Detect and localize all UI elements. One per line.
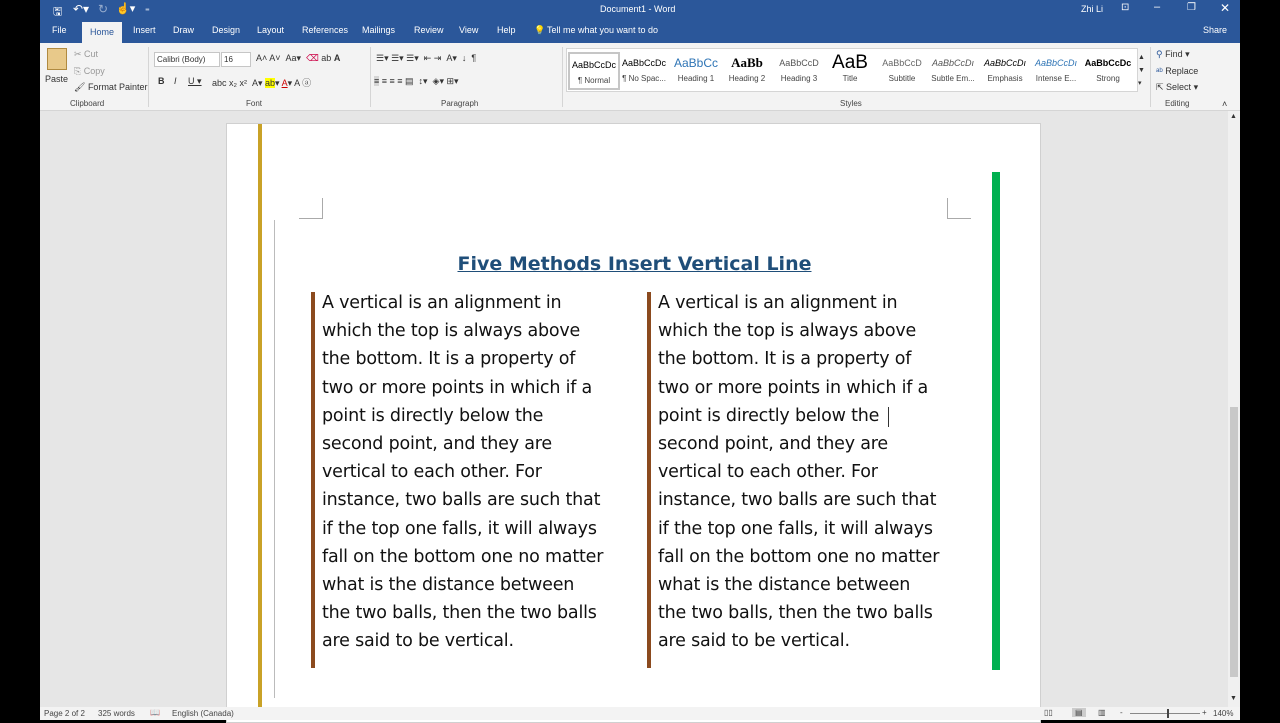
style-preview: AaBbCcDı [931, 58, 975, 68]
brown-column-line [647, 292, 651, 668]
style-name: Title [842, 74, 858, 83]
style-preview: AaBbCc [673, 56, 719, 70]
close-icon[interactable]: ✕ [1220, 1, 1231, 15]
document-title: Five Methods Insert Vertical Line [457, 253, 812, 275]
font-size-buttons[interactable]: A˄ A˅ Aa▾ ⌫ ab A [256, 53, 341, 63]
document-area [40, 111, 1228, 707]
user-name[interactable]: Zhi Li [1081, 4, 1104, 14]
text-line: fall on the bottom one no matter [322, 546, 604, 567]
styles-group-label: Styles [840, 99, 862, 108]
text-line: two or more points in which if a [658, 377, 929, 398]
style-heading-3[interactable] [773, 52, 825, 90]
style-name: ¶ No Spac... [622, 74, 666, 83]
tell-me-input[interactable]: Tell me what you want to do [547, 25, 659, 35]
style-preview: AaBbCcDı [1034, 58, 1078, 68]
zoom-in-button[interactable]: + [1202, 708, 1207, 717]
style-no-spacing[interactable] [618, 52, 670, 90]
style-preview: AaBbCcD [882, 58, 922, 68]
style-preview: AaBbCcDc [621, 58, 666, 68]
paragraph-group-label: Paragraph [441, 99, 479, 108]
style-subtle-emphasis[interactable] [927, 52, 979, 90]
page[interactable] [226, 123, 1041, 723]
select-button[interactable]: ⇱ Select ▾ [1156, 82, 1199, 92]
text-line: the bottom. It is a property of [658, 349, 912, 370]
status-bar [40, 707, 1240, 720]
style-name: Heading 2 [728, 74, 766, 83]
scroll-thumb[interactable] [1230, 407, 1238, 677]
touch-mode-icon[interactable]: ☝▾ [116, 3, 136, 15]
style-strong[interactable] [1082, 52, 1134, 90]
tab-layout[interactable]: Layout [257, 25, 285, 35]
crop-mark [299, 198, 323, 219]
style-preview: AaBbCcDc [571, 60, 616, 70]
style-subtitle[interactable] [876, 52, 928, 90]
format-painter-button[interactable]: 🖌 Format Painter [74, 82, 148, 92]
text-line: fall on the bottom one no matter [658, 546, 940, 567]
font-size-select[interactable]: 16 [221, 52, 251, 67]
text-line: if the top one falls, it will always [658, 518, 933, 539]
find-button[interactable]: ⚲ Find ▾ [1156, 49, 1190, 59]
customize-qat-icon[interactable]: ₌ [145, 3, 150, 13]
replace-button[interactable]: ᵃᵇ Replace [1156, 66, 1199, 76]
tab-references[interactable]: References [302, 25, 349, 35]
tab-file[interactable]: File [52, 25, 67, 35]
divider [370, 47, 371, 107]
paste-icon[interactable] [47, 48, 67, 70]
text-line: second point, and they are [658, 434, 888, 454]
save-icon[interactable]: 🖫 [53, 6, 63, 18]
replace-label: Replace [1165, 66, 1199, 76]
redo-icon[interactable]: ↻ [98, 2, 109, 16]
brown-column-line [311, 292, 315, 668]
share-button[interactable]: Share [1203, 25, 1228, 35]
style-name: Subtle Em... [931, 74, 975, 83]
tab-help[interactable]: Help [497, 25, 516, 35]
ribbon-display-icon[interactable]: ⊡ [1121, 2, 1130, 13]
style-name: Heading 3 [780, 74, 818, 83]
text-line: second point, and they are [322, 434, 552, 454]
text-line: are said to be vertical. [322, 631, 514, 652]
text-line: instance, two balls are such that [658, 490, 937, 511]
text-line: if the top one falls, it will always [322, 518, 597, 539]
copy-label: Copy [83, 66, 105, 76]
format-painter-label: Format Painter [87, 82, 148, 92]
zoom-slider[interactable] [1130, 713, 1200, 714]
word-window [40, 0, 1240, 720]
text-line: point is directly below the [658, 405, 880, 426]
language[interactable]: English (Canada) [172, 709, 234, 718]
text-line: what is the distance between [658, 575, 911, 595]
style-heading-1[interactable] [670, 52, 722, 90]
list-buttons[interactable]: ☰▾ ☰▾ ☰▾ ⇤ ⇥ A▾ ↓ ¶ [376, 53, 477, 63]
style-name: Intense E... [1035, 74, 1077, 83]
italic-button[interactable]: I [174, 76, 177, 86]
underline-button[interactable]: U ▾ [188, 76, 202, 86]
tab-view[interactable]: View [459, 25, 479, 35]
style-preview: AaBbCcD [779, 58, 819, 68]
gold-vertical-line [258, 124, 262, 707]
page-count[interactable]: Page 2 of 2 [44, 709, 85, 718]
text-line: A vertical is an alignment in [658, 293, 898, 313]
restore-icon[interactable]: ❐ [1187, 2, 1196, 13]
window-title: Document1 - Word [600, 4, 676, 14]
print-layout-icon[interactable]: ▤ [1072, 708, 1086, 717]
green-vertical-line [992, 172, 1000, 670]
scroll-down-icon[interactable]: ▼ [1230, 695, 1237, 702]
text-line: what is the distance between [322, 575, 575, 595]
tab-mailings[interactable]: Mailings [362, 25, 396, 35]
margin-line [274, 220, 275, 698]
scroll-up-icon[interactable]: ▲ [1230, 113, 1237, 120]
style-preview: AaB [832, 52, 868, 73]
lightbulb-icon: 💡 [534, 25, 546, 35]
style-heading-2[interactable] [721, 52, 773, 90]
ribbon-tabs [40, 20, 1240, 43]
text-line: two or more points in which if a [322, 377, 593, 398]
cut-button[interactable]: ✂ Cut [74, 49, 99, 59]
divider [562, 47, 563, 107]
style-emphasis[interactable] [979, 52, 1031, 90]
font-name-select[interactable]: Calibri (Body) [154, 52, 220, 67]
style-name: Strong [1096, 74, 1120, 83]
style-title[interactable] [824, 52, 876, 90]
style-preview: AaBbCcDı [983, 58, 1027, 68]
word-count[interactable]: 325 words [98, 709, 135, 718]
tab-review[interactable]: Review [414, 25, 444, 35]
text-line: A vertical is an alignment in [322, 293, 562, 313]
ribbon [40, 43, 1240, 111]
title-bar [40, 0, 1240, 20]
style-name: Heading 1 [677, 74, 715, 83]
find-label: Find [1165, 49, 1183, 59]
text-line: vertical to each other. For [658, 462, 878, 483]
select-label: Select [1166, 82, 1192, 92]
zoom-out-button[interactable]: - [1120, 708, 1123, 717]
cut-label: Cut [84, 49, 99, 59]
editing-group-label: Editing [1165, 99, 1190, 108]
text-line: instance, two balls are such that [322, 490, 601, 511]
web-layout-icon[interactable]: ▥ [1098, 708, 1106, 717]
text-line: the two balls, then the two balls [322, 603, 597, 624]
copy-button[interactable]: ⎘ Copy [74, 66, 105, 76]
text-line: point is directly below the [322, 405, 544, 426]
text-line: which the top is always above [322, 321, 581, 342]
text-line: the bottom. It is a property of [322, 349, 576, 370]
crop-mark [947, 198, 971, 219]
style-intense-emphasis[interactable] [1030, 52, 1082, 90]
style-name: Emphasis [987, 74, 1023, 83]
style-name: Subtitle [888, 74, 916, 83]
font-group-label: Font [246, 99, 263, 108]
read-mode-icon[interactable]: ▯▯ [1044, 708, 1053, 717]
tab-insert[interactable]: Insert [133, 25, 156, 35]
bold-button[interactable]: B [158, 76, 165, 86]
clipboard-group-label: Clipboard [70, 99, 105, 108]
text-line: vertical to each other. For [322, 462, 542, 483]
styles-scroll-icon[interactable]: ▲ ▼ ▾ [1138, 54, 1145, 87]
tab-draw[interactable]: Draw [173, 25, 195, 35]
tab-design[interactable]: Design [212, 25, 241, 35]
undo-icon[interactable]: ↶▾ [73, 2, 90, 16]
vertical-scrollbar[interactable] [1228, 111, 1240, 707]
paste-button[interactable]: Paste [45, 74, 69, 84]
style-preview: AaBb [731, 55, 763, 70]
minimize-icon[interactable]: – [1154, 1, 1161, 13]
divider [148, 47, 149, 107]
text-line: the two balls, then the two balls [658, 603, 933, 624]
align-buttons[interactable]: ≡ ≡ ≡ ≡ ▤ ↕▾ ◈▾ ⊞▾ [374, 76, 459, 86]
style-preview: AaBbCcDc [1084, 58, 1132, 68]
style-name: ¶ Normal [577, 76, 611, 85]
text-line: which the top is always above [658, 321, 917, 342]
zoom-slider-thumb[interactable] [1167, 709, 1169, 718]
text-line: are said to be vertical. [658, 631, 850, 652]
divider [1150, 47, 1151, 107]
proofing-icon[interactable]: 📖 [150, 708, 160, 717]
zoom-level[interactable]: 140% [1213, 709, 1234, 718]
collapse-ribbon-icon[interactable]: ˄ [1222, 99, 1228, 109]
tab-home[interactable]: Home [82, 22, 122, 43]
text-cursor [888, 407, 889, 427]
format-buttons[interactable]: abc x₂ x² A▾ ab▾ A▾ A ⓐ [212, 78, 312, 88]
style-normal[interactable] [568, 52, 620, 90]
